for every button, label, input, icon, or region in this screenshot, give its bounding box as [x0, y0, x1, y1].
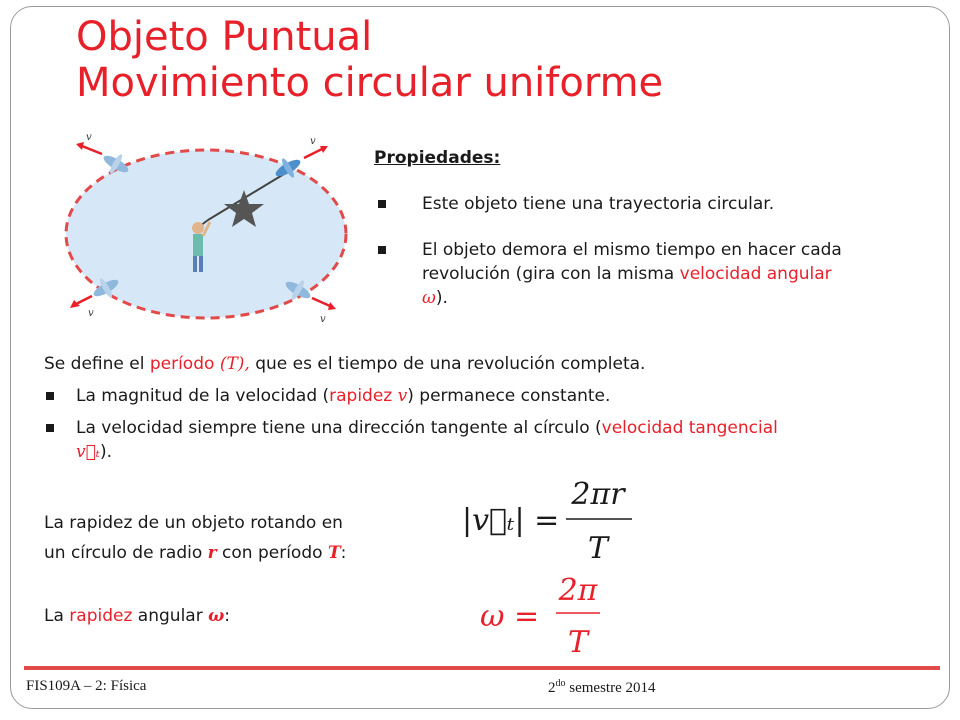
properties-section	[374, 146, 934, 332]
formula-numerator: 2π	[558, 573, 598, 608]
title-line-1: Objeto Puntual	[76, 14, 373, 60]
velocity-label: v	[86, 132, 92, 143]
formula-denominator: T	[567, 625, 589, 660]
tangential-speed-formula	[456, 474, 656, 570]
definition-section	[44, 352, 924, 472]
formula-numerator: 2πr	[571, 477, 625, 512]
list-item: El objeto demora el mismo tiempo en hacer cada revolución (gira con la misma velocidad angular ω).	[374, 238, 934, 310]
properties-heading: Propiedades:	[374, 148, 501, 168]
formula-denominator: T	[587, 531, 609, 566]
title-line-2: Movimiento circular uniforme	[76, 60, 664, 106]
period-definition: Se define el período (T), que es el tiempo de una revolución completa.	[44, 354, 646, 374]
list-item: Este objeto tiene una trayectoria circular.	[374, 192, 934, 216]
footer-divider	[24, 666, 940, 670]
formula-lhs: |v⃗ₜ| =	[462, 503, 560, 538]
list-item: La magnitud de la velocidad (rapidez v) permanece constante.	[44, 384, 924, 408]
velocity-label: v	[88, 308, 94, 319]
slide-title	[76, 14, 663, 106]
circular-motion-illustration	[58, 128, 354, 328]
speed-description: La rapidez de un objeto rotando en un círculo de radio r con período T:	[44, 513, 347, 563]
footer-semester: $2^{do}$ semestre 2014	[548, 678, 656, 696]
footer-course: FIS109A – 2: Física	[26, 678, 147, 694]
list-item: La velocidad siempre tiene una dirección tangente al círculo (velocidad tangencial v⃗ₜ).	[44, 416, 924, 464]
velocity-label: v	[310, 136, 316, 147]
angular-speed-description: La rapidez angular ω:	[44, 606, 231, 626]
properties-list	[374, 192, 934, 310]
velocity-label: v	[320, 314, 326, 325]
angular-speed-formula	[476, 566, 636, 662]
definition-list	[44, 384, 924, 464]
formula-lhs: ω =	[480, 599, 540, 634]
